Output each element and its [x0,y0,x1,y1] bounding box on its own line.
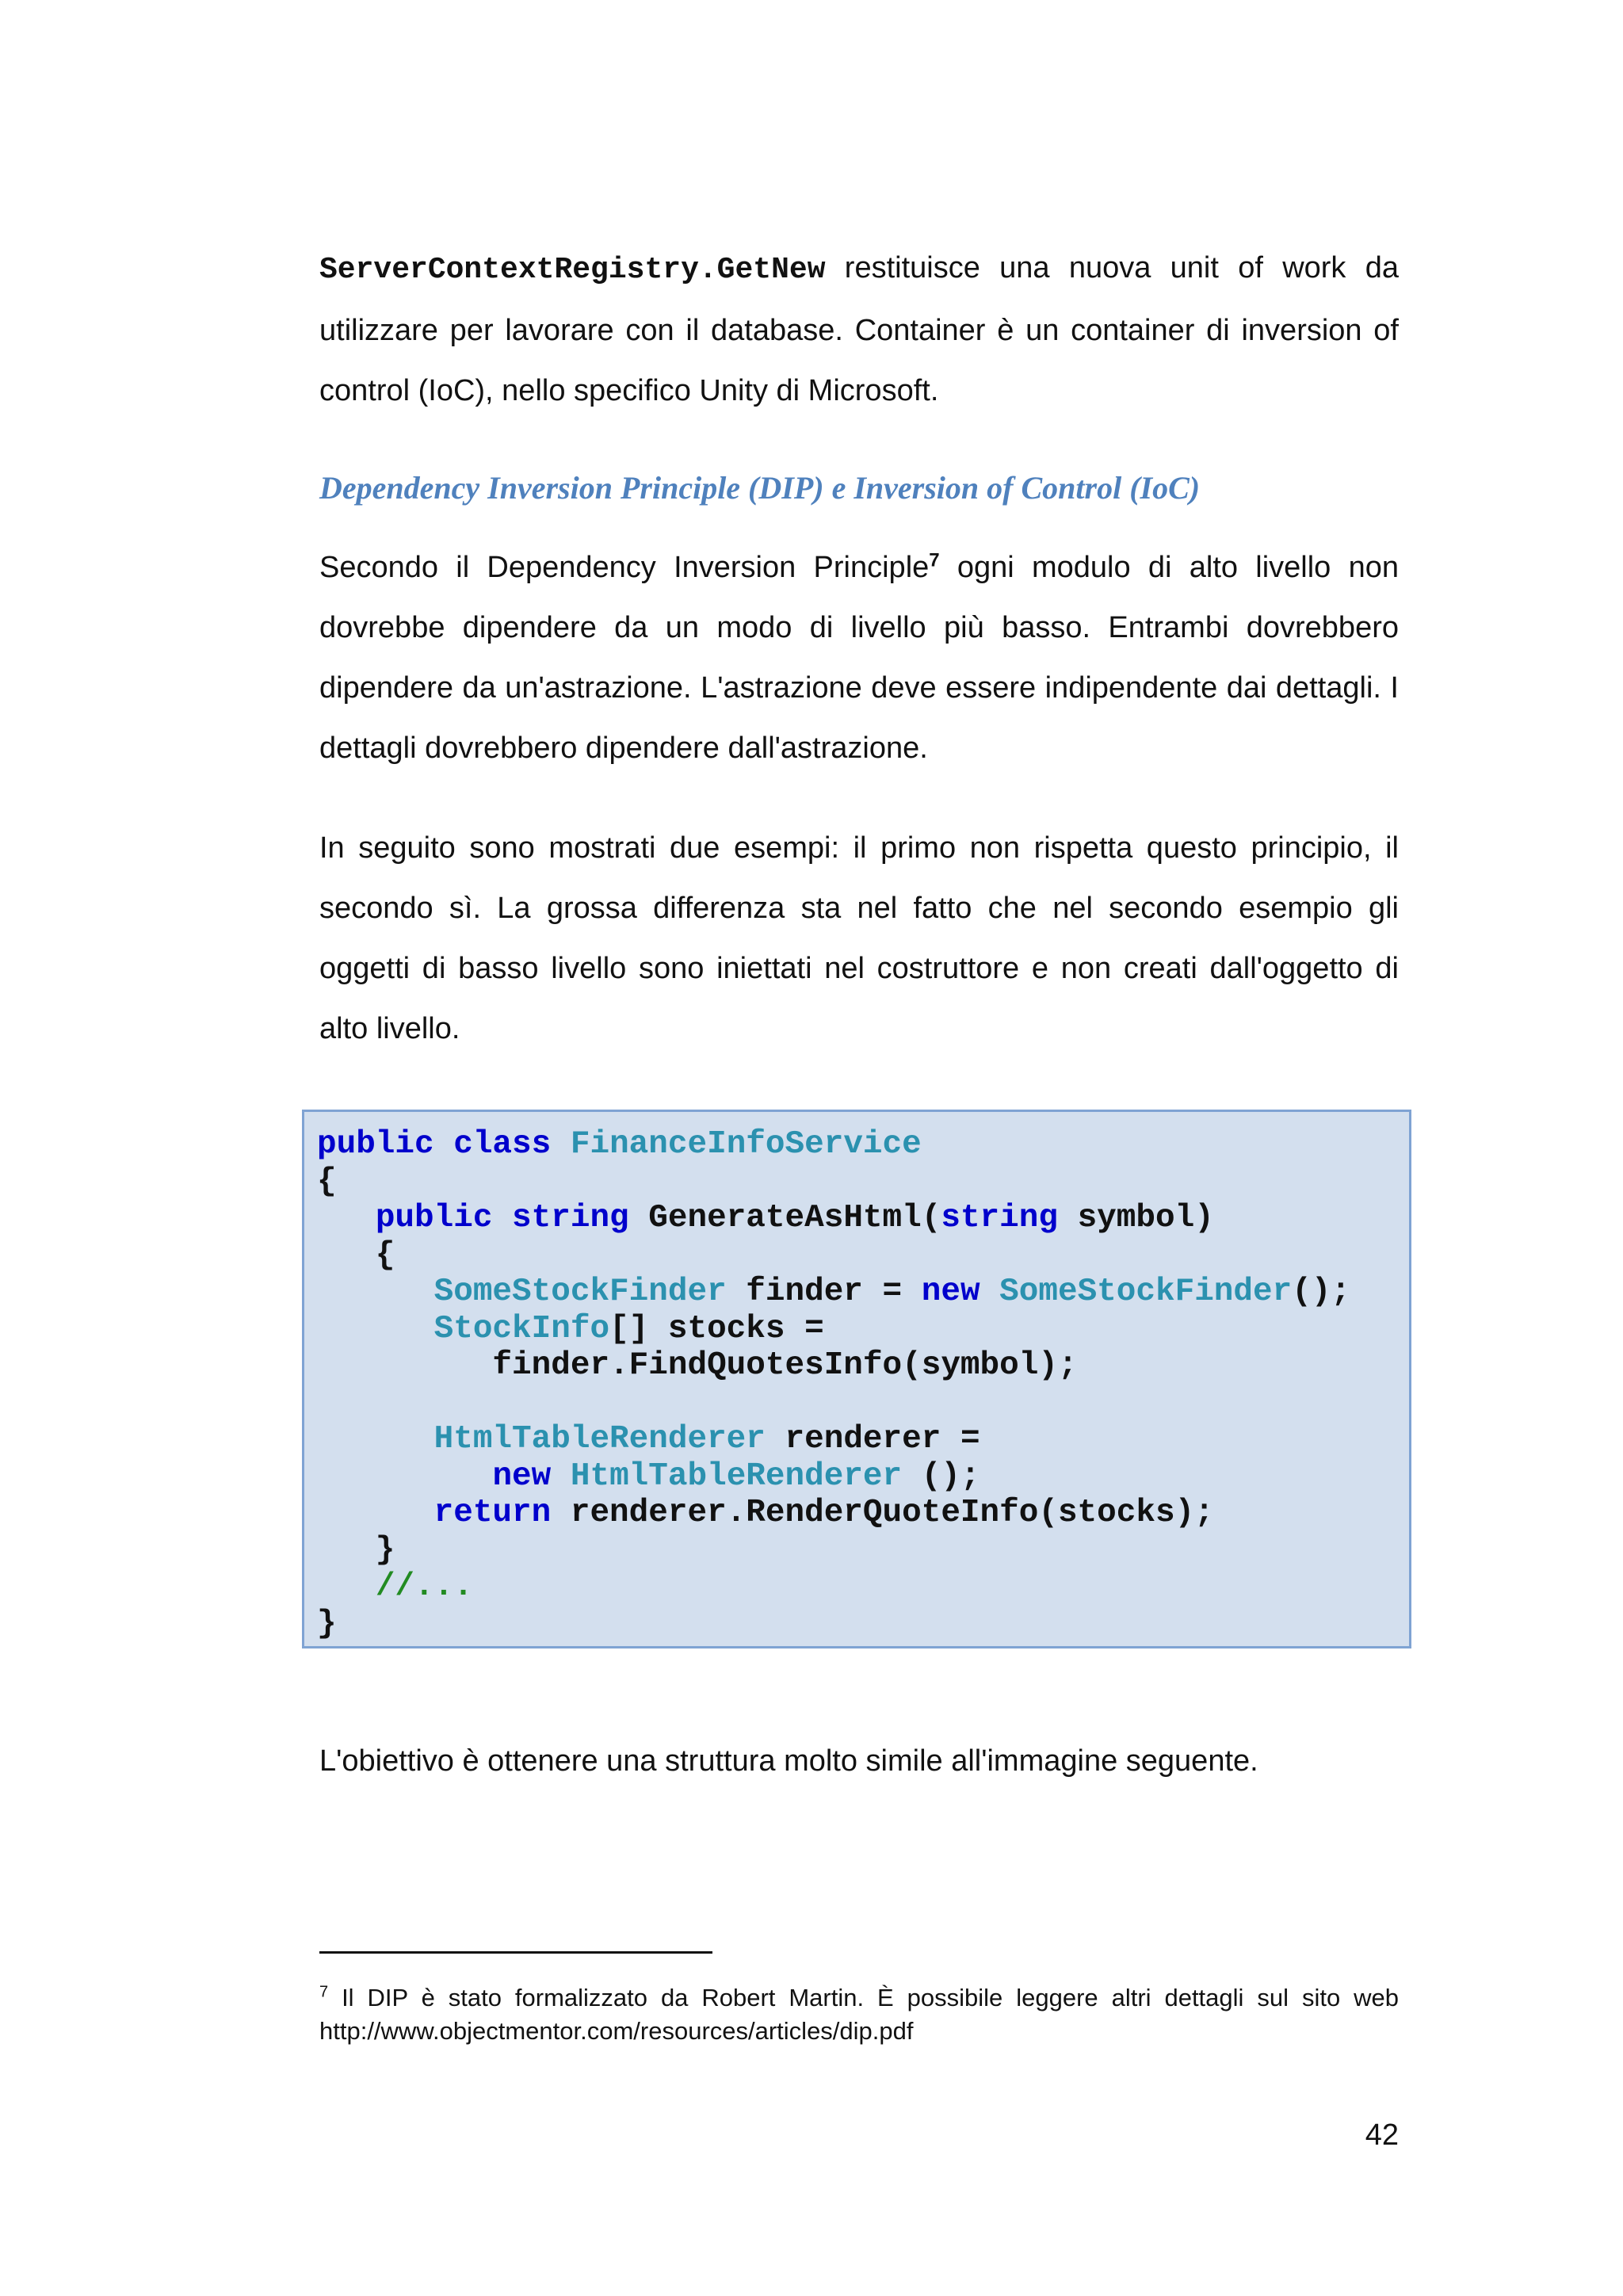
code-type: SomeStockFinder [999,1274,1293,1310]
section-heading: Dependency Inversion Principle (DIP) e Inversion of Control (IoC) [319,470,1201,506]
code-line [317,1458,980,1495]
code-block [317,1126,1396,1642]
code-keyword: new [492,1457,571,1495]
footnote [319,1981,1399,2048]
code-text: (); [902,1457,980,1495]
code-text: symbol) [1057,1200,1214,1236]
page-number: 42 [1365,2118,1399,2152]
code-keyword: public class [317,1126,571,1163]
footnote-text: Il DIP è stato formalizzato da Robert Martin. È possibile leggere altri dettagli sul sito web http://www.objectmentor.com/resources/articles/dip.pdf [319,1984,1399,2045]
code-text [317,1495,434,1531]
code-text: finder.FindQuotesInfo(symbol); [317,1347,1078,1384]
code-type: HtmlTableRenderer [570,1457,903,1495]
paragraph-2-text-after: ogni modulo di alto livello non dovrebbe dipendere da un modo di livello più basso. Entrambi dovrebbero dipendere da un'astrazione. L'astrazione deve essere indipendente dai dettagli. I dettagli dovrebbero dipendere dall'astrazione. [319,551,1399,765]
footnote-reference[interactable]: 7 [929,549,940,571]
code-keyword: string [941,1200,1058,1236]
code-text: finder = [726,1274,922,1310]
paragraph-1-text: restituisce una nuova unit of work da utilizzare per lavorare con il database. Container è un container di inversion of control (IoC), nello specifico Unity di Microsoft. [319,251,1399,407]
paragraph-2-text-before: Secondo il Dependency Inversion Principle [319,551,930,584]
code-comment: //... [375,1568,473,1605]
code-line [317,1495,1214,1531]
footnote-number: 7 [319,1983,329,2001]
code-listing [302,1110,1411,1648]
code-type: FinanceInfoService [570,1126,922,1163]
code-text: renderer = [765,1421,980,1457]
code-line [317,1532,395,1568]
code-text: [] stocks = [609,1310,824,1347]
code-line [317,1237,395,1274]
code-line [317,1347,1078,1384]
footnote-separator [319,1951,712,1954]
code-text [317,1421,434,1457]
code-text [317,1274,434,1310]
code-text [317,1458,492,1495]
code-line [317,1274,1350,1310]
code-line [317,1606,337,1642]
paragraph-4: L'obiettivo è ottenere una struttura molto simile all'immagine seguente. [319,1744,1258,1778]
code-type: SomeStockFinder [433,1274,727,1310]
paragraph-3: In seguito sono mostrati due esempi: il primo non rispetta questo principio, il secondo sì. La grossa differenza sta nel fatto che nel secondo esempio gli oggetti di basso livello sono iniettati nel costruttore e non creati dall'oggetto di alto livello. [319,831,1399,1045]
paragraph-1 [319,238,1399,421]
code-line [317,1568,473,1605]
code-text: { [317,1163,337,1200]
code-text: renderer.RenderQuoteInfo(stocks); [551,1495,1214,1531]
code-text: } [317,1605,337,1642]
code-text [317,1200,376,1236]
code-keyword: public string [375,1200,649,1236]
paragraph-2 [319,537,1399,778]
code-line [317,1126,922,1163]
code-line [317,1421,980,1457]
code-text: } [317,1531,395,1568]
code-text: (); [1292,1274,1351,1310]
code-keyword: new [921,1274,1000,1310]
code-line [317,1311,824,1347]
code-line [317,1200,1214,1236]
code-text [317,1311,434,1347]
code-type: HtmlTableRenderer [433,1421,766,1457]
code-text: { [317,1236,395,1274]
code-line [317,1163,337,1200]
code-text: GenerateAsHtml( [648,1200,941,1236]
code-type: StockInfo [433,1310,610,1347]
code-text [317,1568,376,1605]
code-keyword: return [433,1495,552,1531]
code-reference: ServerContextRegistry.GetNew [319,253,826,287]
